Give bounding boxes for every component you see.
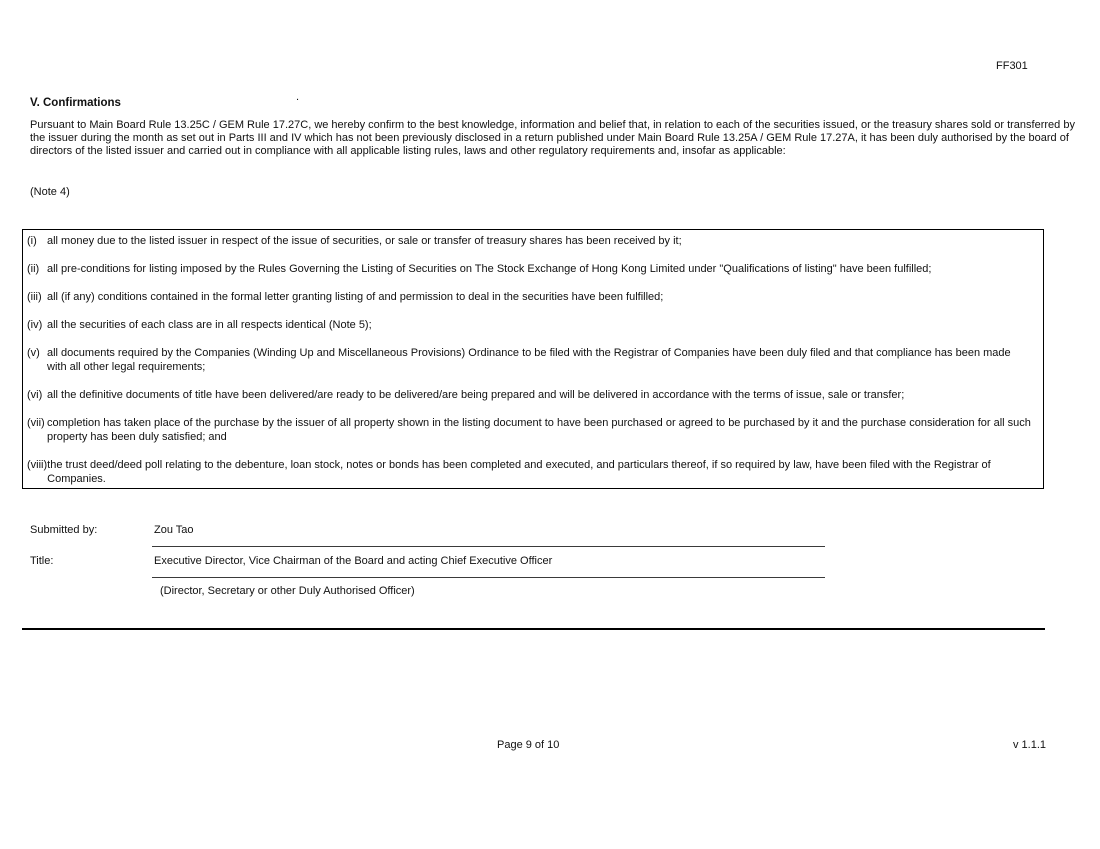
horizontal-rule bbox=[22, 628, 1045, 630]
title-label: Title: bbox=[30, 555, 54, 567]
confirmation-item bbox=[26, 416, 1033, 444]
title-hint: (Director, Secretary or other Duly Authorised Officer) bbox=[160, 585, 415, 597]
confirmations-box bbox=[22, 229, 1044, 489]
item-marker: (iii) bbox=[27, 291, 42, 303]
item-text: all the securities of each class are in all respects identical (Note 5); bbox=[47, 319, 372, 331]
item-text: all documents required by the Companies (Winding Up and Miscellaneous Provisions) Ordinance to be filed with the Registrar of Companies have been duly filed and that compliance has been made with all other legal requirements; bbox=[47, 347, 1011, 373]
item-text: completion has taken place of the purchase by the issuer of all property shown in the listing document to have been purchased or agreed to be purchased by it and the purchase consideration for all such property has been duly satisfied; and bbox=[47, 417, 1031, 443]
intro-paragraph: Pursuant to Main Board Rule 13.25C / GEM Rule 17.27C, we hereby confirm to the best knowledge, information and belief that, in relation to each of the securities issued, or the treasury shares sold or transferred by the issuer during the month as set out in Parts III and IV which has not been previously disclosed in a return published under Main Board Rule 13.25A / GEM Rule 17.27A, it has been duly authorised by the board of directors of the listed issuer and carried out in compliance with all applicable listing rules, laws and other regulatory requirements and, insofar as applicable: bbox=[30, 119, 1075, 157]
confirmation-item bbox=[26, 290, 1033, 304]
item-text: all the definitive documents of title have been delivered/are ready to be delivered/are being prepared and will be delivered in accordance with the terms of issue, sale or transfer; bbox=[47, 389, 905, 401]
item-marker: (iv) bbox=[27, 319, 43, 331]
item-marker: (vii) bbox=[27, 417, 45, 429]
stray-dot-mark: . bbox=[296, 91, 300, 103]
submitted-by-row bbox=[30, 522, 825, 547]
item-text: all (if any) conditions contained in the formal letter granting listing of and permission to deal in the securities have been fulfilled; bbox=[47, 291, 664, 303]
confirmation-item bbox=[26, 234, 1033, 248]
submitted-by-label: Submitted by: bbox=[30, 524, 98, 536]
section-heading: V. Confirmations bbox=[30, 97, 121, 109]
submitted-by-value: Zou Tao bbox=[152, 522, 825, 547]
confirmation-item bbox=[26, 262, 1033, 276]
item-text: all pre-conditions for listing imposed by the Rules Governing the Listing of Securities on The Stock Exchange of Hong Kong Limited under "Qualifications of listing" have been fulfilled; bbox=[47, 263, 932, 275]
title-value: Executive Director, Vice Chairman of the Board and acting Chief Executive Officer bbox=[152, 553, 825, 578]
item-marker: (vi) bbox=[27, 389, 43, 401]
confirmation-item bbox=[26, 346, 1033, 374]
form-code: FF301 bbox=[996, 60, 1028, 72]
item-marker: (v) bbox=[27, 347, 40, 359]
item-text: the trust deed/deed poll relating to the debenture, loan stock, notes or bonds has been completed and executed, and particulars thereof, if so required by law, have been filed with the Registrar of Companies. bbox=[47, 459, 991, 485]
note-reference: (Note 4) bbox=[30, 186, 70, 198]
confirmation-item bbox=[26, 388, 1033, 402]
item-marker: (i) bbox=[27, 235, 37, 247]
item-marker: (ii) bbox=[27, 263, 40, 275]
title-row bbox=[30, 553, 825, 578]
item-marker: (viii) bbox=[27, 459, 48, 471]
confirmation-item bbox=[26, 318, 1033, 332]
version-label: v 1.1.1 bbox=[1013, 739, 1047, 751]
confirmation-item bbox=[26, 458, 1033, 486]
page-indicator: Page 9 of 10 bbox=[497, 739, 560, 751]
item-text: all money due to the listed issuer in respect of the issue of securities, or sale or transfer of treasury shares has been received by it; bbox=[47, 235, 682, 247]
